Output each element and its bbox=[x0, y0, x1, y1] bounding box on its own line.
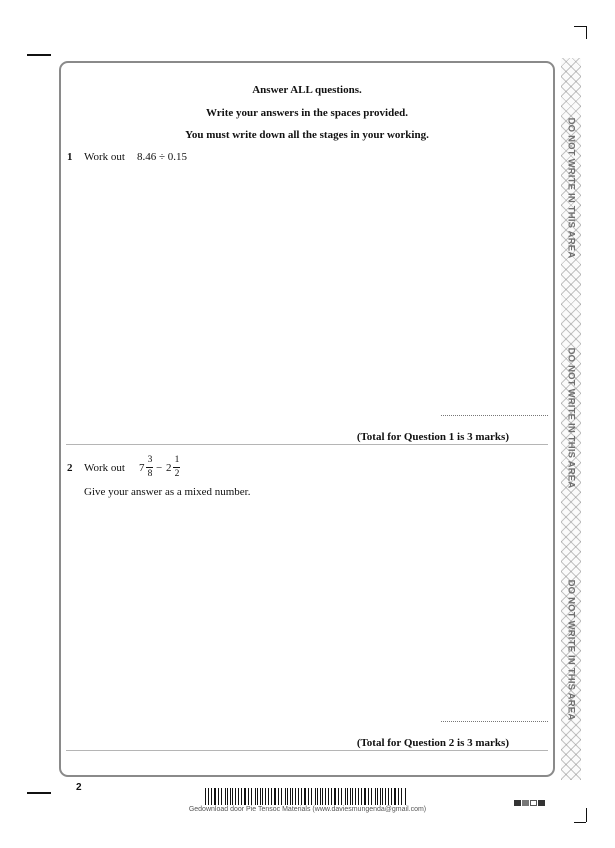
question-1-expression: 8.46 ÷ 0.15 bbox=[137, 151, 188, 163]
question-2-prompt: Work out bbox=[84, 462, 125, 474]
instruction-line-1: Answer ALL questions. bbox=[252, 84, 362, 96]
crop-mark-bottom-right-h bbox=[574, 822, 586, 823]
question-2-instruction: Give your answer as a mixed number. bbox=[84, 486, 251, 498]
crop-mark-bottom-left bbox=[27, 792, 51, 794]
question-2-mixed1-numerator: 3 bbox=[147, 455, 153, 465]
question-2-mixed1-whole: 7 bbox=[139, 462, 145, 474]
question-2-answer-line[interactable] bbox=[441, 721, 548, 722]
question-2-mixed2-numerator: 1 bbox=[174, 455, 180, 465]
question-2-total: (Total for Question 2 is 3 marks) bbox=[356, 737, 509, 749]
question-1-prompt: Work out bbox=[84, 151, 125, 163]
question-2-divider bbox=[66, 750, 548, 751]
question-2-mixed1-denominator: 8 bbox=[147, 469, 153, 479]
question-2-operator: − bbox=[156, 462, 163, 474]
crop-mark-top-left bbox=[27, 54, 51, 56]
answer-frame bbox=[59, 61, 555, 777]
crop-mark-top-right-v bbox=[586, 26, 587, 39]
question-2-mixed2-fraction-bar bbox=[173, 467, 180, 468]
question-2-mixed2-denominator: 2 bbox=[174, 469, 180, 479]
question-2-mixed2-whole: 2 bbox=[166, 462, 172, 474]
question-1-answer-line[interactable] bbox=[441, 415, 548, 416]
barcode-image bbox=[205, 788, 409, 805]
crop-mark-top-right-h bbox=[574, 26, 586, 27]
question-1-number: 1 bbox=[67, 151, 73, 163]
instruction-line-3: You must write down all the stages in your working. bbox=[185, 129, 429, 141]
page-number: 2 bbox=[76, 782, 82, 793]
question-1-total: (Total for Question 1 is 3 marks) bbox=[356, 431, 509, 443]
question-2-mixed1-fraction-bar bbox=[146, 467, 153, 468]
registration-squares bbox=[514, 800, 545, 806]
question-1-divider bbox=[66, 444, 548, 445]
instruction-line-2: Write your answers in the spaces provided. bbox=[206, 107, 408, 119]
question-2-number: 2 bbox=[67, 462, 73, 474]
footer-watermark: Gedownload door Pie Tensoc Materials (www.daviesmungenda@gmail.com) bbox=[188, 806, 427, 813]
